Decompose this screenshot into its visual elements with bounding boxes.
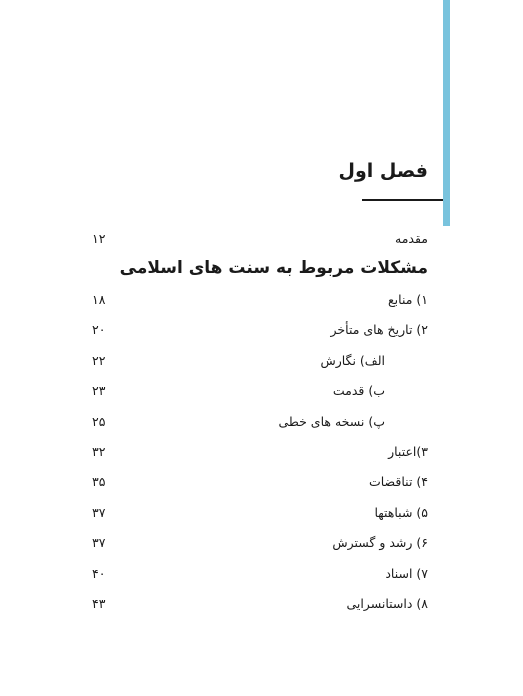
toc-subentry[interactable]: الف) نگارش [320,353,385,368]
toc-page-number: ۱۸ [92,292,106,307]
toc-page-number: ۳۷ [92,535,106,550]
chapter-title-underline [362,199,443,201]
toc-page-number: ۱۲ [92,231,106,246]
toc-entry[interactable]: ۴) تناقضات [368,474,428,489]
toc-subentry[interactable]: ب) قدمت [332,383,385,398]
toc-entry[interactable]: ۳)اعتبار [388,444,428,459]
toc-entry[interactable]: ۶) رشد و گسترش [332,535,428,550]
toc-page-number: ۳۷ [92,505,106,520]
chapter-accent-bar [443,0,450,226]
toc-page-number: ۲۳ [92,383,106,398]
toc-entry[interactable]: ۷) اسناد [385,566,428,581]
toc-subentry[interactable]: پ) نسخه های خطی [278,414,385,429]
toc-entry[interactable]: ۱) منابع [388,292,428,307]
toc-page-number: ۲۵ [92,414,106,429]
toc-entry[interactable]: ۲) تاریخ های متأخر [330,322,428,337]
toc-page-number: ۳۲ [92,444,106,459]
toc-entry[interactable]: ۸) داستانسرایی [346,596,428,611]
toc-entry-intro[interactable]: مقدمه [395,231,428,246]
toc-page-number: ۴۰ [92,566,106,581]
toc-page-number: ۳۵ [92,474,106,489]
chapter-title: فصل اول [338,160,428,182]
section-heading: مشکلات مربوط به سنت های اسلامی [119,258,428,278]
toc-page-number: ۲۲ [92,353,106,368]
toc-page-number: ۴۳ [92,596,106,611]
toc-entry[interactable]: ۵) شباهتها [374,505,428,520]
toc-page-number: ۲۰ [92,322,106,337]
